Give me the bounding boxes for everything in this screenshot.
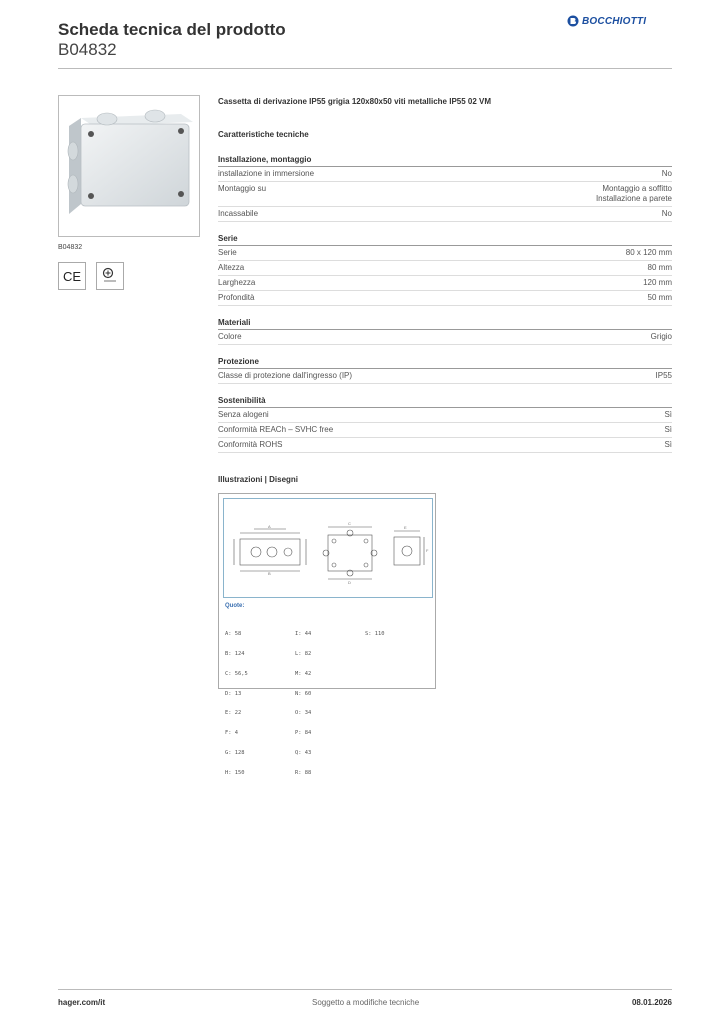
dimension-value: F: 4 [225,730,238,737]
spec-row [218,330,672,345]
tech-heading: Caratteristiche tecniche [218,130,309,139]
spec-value-line: Montaggio a soffitto [602,184,672,193]
brand-logo [567,15,646,27]
dimension-value: I: 44 [295,631,312,638]
spec-label: Incassabile [218,209,259,218]
spec-label: Serie [218,248,237,257]
spec-row [218,291,672,306]
dimension-value: E: 22 [225,710,242,717]
dimension-value: L: 82 [295,650,312,657]
dimension-value: M: 42 [295,670,312,677]
spec-label: Montaggio su [218,184,267,193]
product-photo [58,95,200,237]
section-title: Installazione, montaggio [218,155,672,167]
dimension-drawing-image [224,499,432,597]
spec-row [218,276,672,291]
svg-text:E: E [404,525,407,530]
spec-value: No [661,209,672,218]
brand-logo-icon [567,15,579,27]
spec-label: Conformità ROHS [218,440,283,449]
spec-row [218,207,672,222]
ce-mark-icon [58,262,86,290]
brand-name: BOCCHIOTTI [582,15,647,27]
spec-row [218,182,672,207]
svg-text:D: D [348,580,351,585]
dimension-value: O: 34 [295,710,312,717]
junction-box-image [59,96,199,236]
spec-value [596,184,672,204]
dimension-column [295,618,321,789]
drawing-views [223,498,433,598]
dimension-value: S: 110 [365,631,385,638]
product-specs [218,97,672,776]
spec-value: Sì [664,425,672,434]
spec-row [218,423,672,438]
svg-text:C: C [348,521,351,526]
dimension-value: G: 128 [225,749,245,756]
dimension-value: H: 150 [225,769,245,776]
illustrations-heading: Illustrazioni | Disegni [218,475,299,484]
spec-value: 50 mm [647,293,672,302]
dimension-value: P: 84 [295,730,312,737]
svg-text:CE: CE [62,269,82,284]
dimension-column [365,618,391,651]
spec-row [218,167,672,182]
spec-label: Altezza [218,263,245,272]
spec-label: installazione in immersione [218,169,315,178]
spec-value: Sì [664,440,672,449]
technical-drawing [218,493,436,776]
spec-value: No [661,169,672,178]
footer-website-link[interactable]: hager.com/it [58,998,106,1007]
svg-text:A: A [268,524,271,529]
section-title: Materiali [218,318,672,330]
section-title: Sostenibilità [218,396,672,408]
spec-value: Grigio [650,332,672,341]
dimension-value: N: 60 [295,690,312,697]
spec-row [218,261,672,276]
dimension-value: C: 56,5 [225,670,248,677]
spec-value: Sì [664,410,672,419]
section-title: Protezione [218,357,672,369]
spec-row [218,408,672,423]
footer-divider [58,989,672,990]
footer-note: Soggetto a modifiche tecniche [312,998,420,1007]
header-divider [58,68,672,69]
spec-value: IP55 [655,371,672,380]
dimension-value: D: 13 [225,690,242,697]
spec-label: Larghezza [218,278,256,287]
dimension-column [225,618,251,789]
imq-mark-icon [96,262,124,290]
spec-row [218,438,672,453]
spec-row [218,246,672,261]
spec-value: 80 mm [647,263,672,272]
product-code: B04832 [58,40,117,59]
dimension-value: Q: 43 [295,749,312,756]
footer-date: 08.01.2026 [631,998,672,1007]
spec-value: 80 x 120 mm [625,248,672,257]
dimension-value: R: 88 [295,769,312,776]
spec-label: Senza alogeni [218,410,269,419]
photo-caption: B04832 [58,244,83,251]
page-title: Scheda tecnica del prodotto [58,20,286,39]
spec-value-line: Installazione a parete [595,194,672,203]
dimension-value: B: 124 [225,650,245,657]
spec-label: Colore [218,332,242,341]
quote-label: Quote: [225,603,245,609]
spec-label: Conformità REACh – SVHC free [218,425,334,434]
svg-text:B: B [268,571,271,576]
section-title: Serie [218,234,672,246]
product-description: Cassetta di derivazione IP55 grigia 120x80x50 viti metalliche IP55 02 VM [218,97,492,106]
spec-row [218,369,672,384]
spec-label: Classe di protezione dall'ingresso (IP) [218,371,353,380]
svg-text:F: F [426,548,429,553]
dimension-value: A: 58 [225,631,242,638]
spec-label: Profondità [218,293,255,302]
spec-value: 120 mm [643,278,672,287]
